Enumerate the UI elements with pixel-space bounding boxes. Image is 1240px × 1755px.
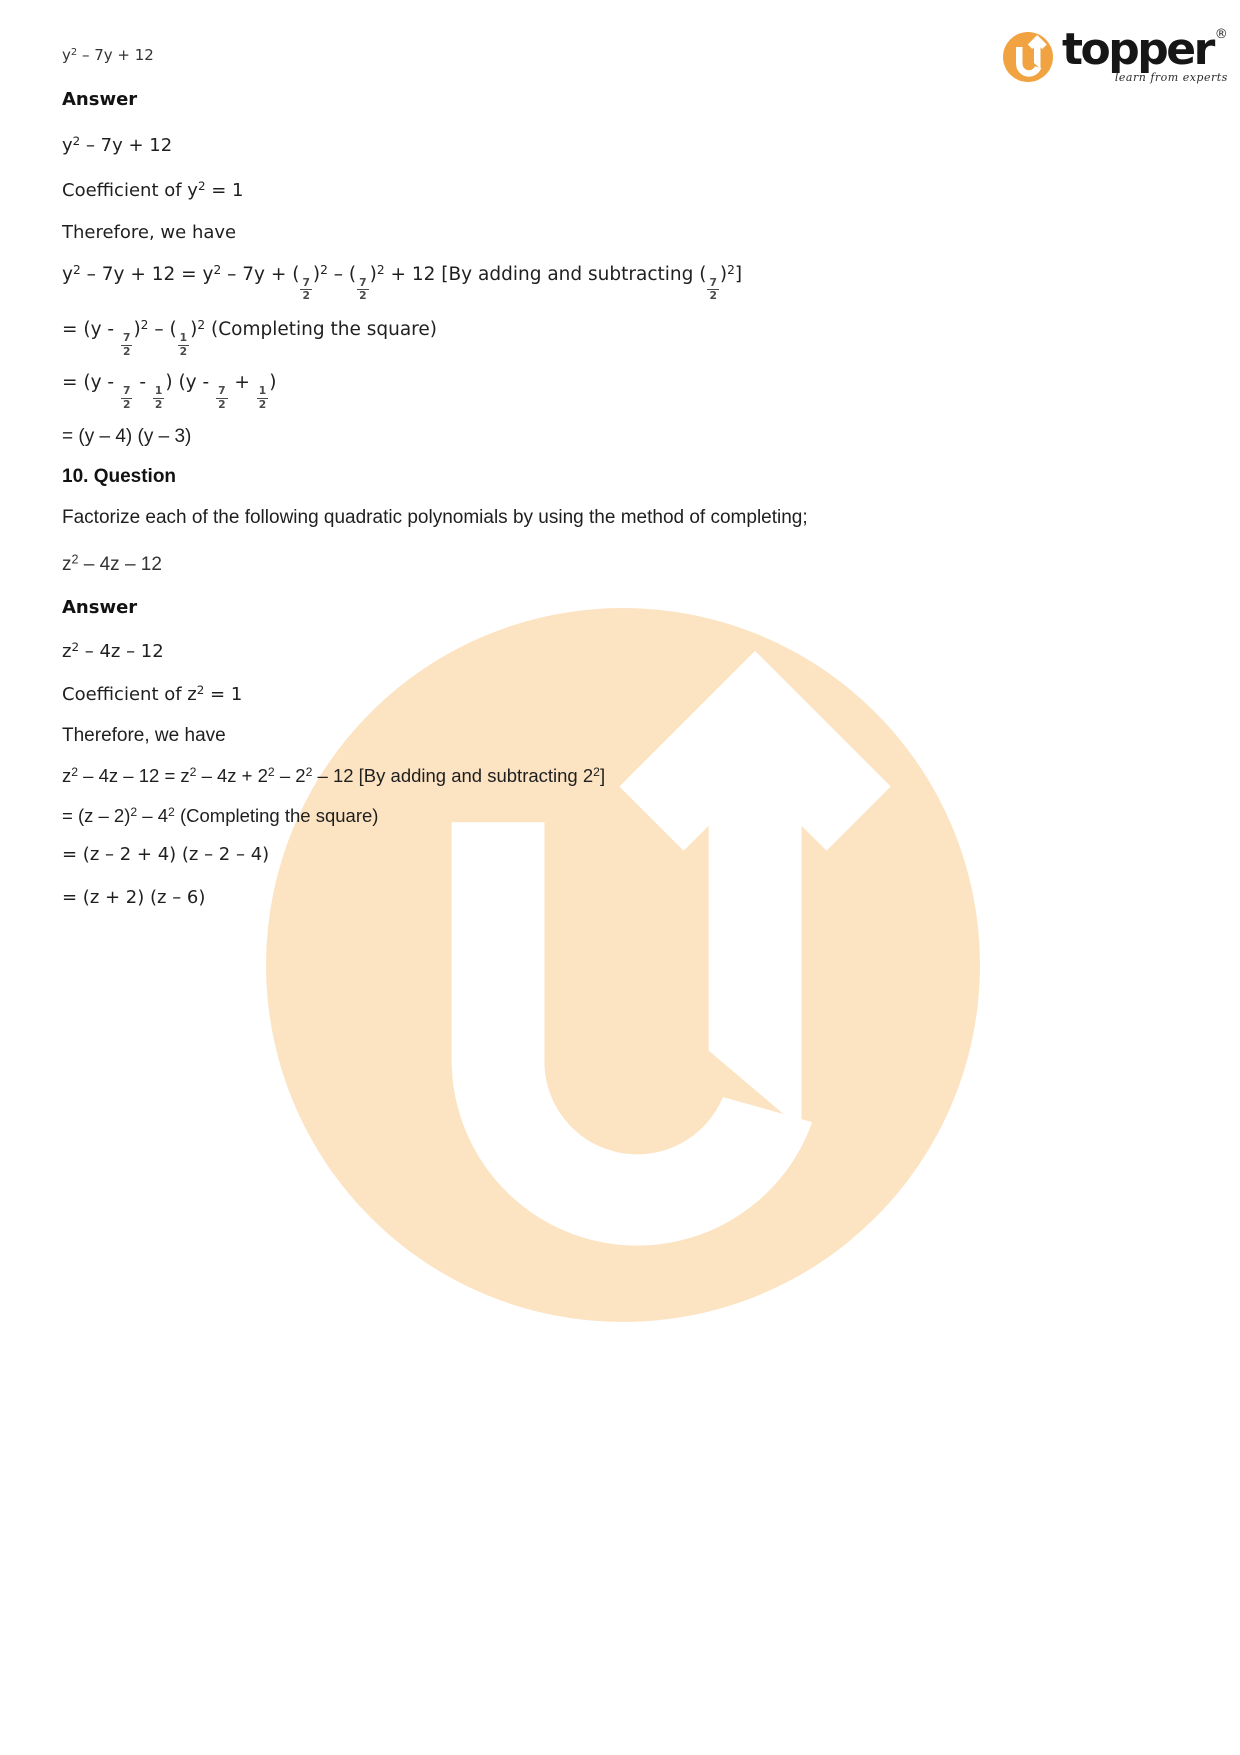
math-text: y: [62, 135, 73, 157]
math-text: z: [62, 554, 72, 576]
equation-line-y4: = (y – 4) (y – 3): [62, 425, 192, 447]
answer-heading-y: Answer: [62, 88, 138, 110]
coefficient-line-z: [62, 684, 1200, 707]
math-text: Coefficient of z: [62, 683, 197, 705]
math-text: z: [62, 765, 72, 787]
math-text: – 7y + 12: [80, 135, 173, 157]
expression-y: [62, 135, 1200, 158]
fraction-numerator: 7: [122, 331, 131, 344]
fraction: [153, 386, 164, 410]
math-text: – 4z – 12 = z: [78, 765, 190, 787]
math-text: (Completing the square): [174, 805, 379, 827]
math-text: – 2: [274, 765, 306, 787]
math-sup: 2: [320, 262, 328, 277]
math-text: ]: [599, 765, 606, 787]
therefore-line-z: Therefore, we have: [62, 725, 226, 747]
fraction-numerator: 7: [218, 384, 226, 398]
math-text: ): [719, 263, 728, 285]
math-text: = 1: [204, 683, 243, 705]
math-text: -: [133, 372, 152, 394]
fraction: [357, 275, 368, 303]
fraction-numerator: 1: [154, 384, 163, 398]
brand-name: topper: [1062, 24, 1213, 75]
math-sup: 2: [213, 262, 222, 277]
equation-line-z4: = (z + 2) (z – 6): [62, 886, 206, 908]
math-sup: 2: [130, 805, 138, 820]
math-text: ): [312, 263, 321, 285]
math-text: – 7y + 12: [77, 46, 154, 64]
math-text: – 7y + 12 = y: [80, 263, 214, 285]
math-sup: 2: [72, 134, 81, 149]
math-text: ): [269, 372, 277, 394]
fraction-denominator: 2: [122, 398, 131, 412]
logo-text-block: [1062, 24, 1228, 85]
expression-z: [62, 641, 1200, 664]
math-text: (Completing the square): [205, 319, 437, 341]
math-text: – 4: [137, 805, 169, 827]
math-text: ) (y -: [165, 372, 216, 394]
fraction-numerator: 7: [302, 275, 310, 289]
fraction: [257, 386, 268, 410]
therefore-line-y: Therefore, we have: [62, 222, 237, 244]
fraction-denominator: 2: [302, 289, 310, 303]
math-text: – (: [148, 319, 177, 341]
math-text: + 12 [By adding and subtracting (: [384, 263, 707, 285]
equation-line-y2: [62, 318, 1200, 357]
math-text: – 4z – 12: [79, 641, 164, 663]
math-sup: 2: [71, 552, 79, 567]
fraction-numerator: 1: [179, 331, 188, 344]
math-text: z: [62, 641, 72, 663]
math-sup: 2: [71, 640, 80, 655]
math-text: – 4z + 2: [196, 765, 268, 787]
fraction: [300, 275, 311, 303]
registered-mark: ®: [1214, 27, 1228, 42]
math-text: = (y -: [62, 372, 120, 394]
math-text: +: [228, 372, 256, 394]
math-text: – 7y + (: [221, 263, 300, 285]
math-text: y: [62, 46, 71, 64]
math-text: ): [133, 319, 141, 341]
math-text: Coefficient of y: [62, 179, 198, 201]
fraction-numerator: 1: [258, 384, 267, 398]
fraction-numerator: 7: [359, 275, 367, 289]
math-text: – (: [327, 263, 357, 285]
equation-line-z2: [62, 804, 1200, 828]
equation-line-y3: [62, 371, 1200, 410]
math-sup: 2: [305, 764, 313, 779]
question-heading: 10. Question: [62, 465, 177, 487]
math-sup: 2: [727, 262, 735, 277]
math-sup: 2: [376, 262, 385, 277]
fraction-denominator: 2: [218, 398, 226, 412]
fraction-denominator: 2: [359, 289, 367, 303]
math-text: = (z – 2): [62, 805, 131, 827]
answer-heading-z: Answer: [62, 596, 138, 618]
fraction-denominator: 2: [258, 398, 267, 412]
math-sup: 2: [267, 764, 275, 779]
equation-line-z1: [62, 764, 1200, 788]
math-sup: 2: [71, 764, 79, 779]
math-sup: 2: [197, 318, 206, 333]
fraction-denominator: 2: [709, 289, 717, 303]
fraction-denominator: 2: [154, 398, 163, 412]
math-text: ): [190, 319, 198, 341]
brand-row: [1062, 24, 1228, 75]
brand-tagline: learn from experts: [1114, 71, 1228, 85]
math-sup: 2: [196, 682, 205, 697]
expression-z-small: [62, 553, 1200, 577]
topper-logo: [1003, 24, 1228, 85]
math-sup: 2: [189, 764, 197, 779]
math-text: = (y -: [62, 319, 120, 341]
math-sup: 2: [593, 764, 600, 779]
fraction-denominator: 2: [179, 344, 188, 358]
math-sup: 2: [197, 178, 206, 193]
math-sup: 2: [72, 262, 81, 277]
utopper-circle-icon: [1003, 32, 1053, 82]
fraction: [121, 333, 132, 357]
fraction: [121, 386, 132, 410]
fraction: [216, 386, 227, 410]
question-text: Factorize each of the following quadratic polynomials by using the method of completing;: [62, 507, 808, 529]
fraction: [707, 275, 718, 303]
math-text: – 12 [By adding and subtracting 2: [312, 765, 594, 787]
equation-line-y1: [62, 263, 1200, 302]
math-text: ]: [734, 263, 743, 285]
math-text: – 4z – 12: [78, 554, 162, 576]
math-sup: 2: [70, 47, 78, 59]
math-text: y: [62, 263, 73, 285]
math-sup: 2: [168, 805, 175, 820]
equation-line-z3: = (z – 2 + 4) (z – 2 – 4): [62, 844, 270, 866]
math-text: ): [369, 263, 377, 285]
fraction-numerator: 7: [709, 275, 717, 289]
fraction-denominator: 2: [122, 344, 131, 358]
fraction: [178, 333, 189, 357]
fraction-numerator: 7: [122, 384, 131, 398]
math-text: = 1: [205, 179, 244, 201]
math-sup: 2: [140, 318, 149, 333]
coefficient-line-y: [62, 180, 1200, 203]
